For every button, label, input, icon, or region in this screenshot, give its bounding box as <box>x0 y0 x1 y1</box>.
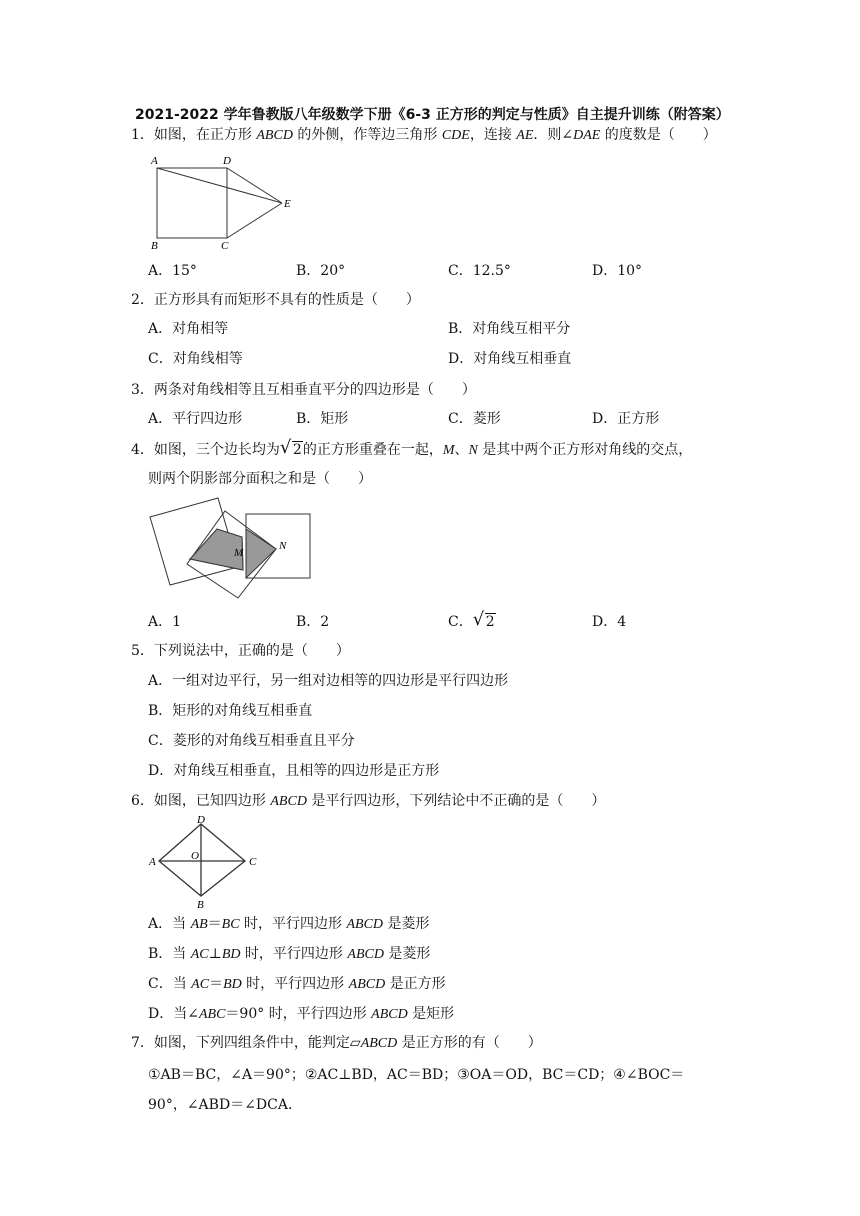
figure-label-n: N <box>279 540 287 552</box>
figure-label-a: A <box>149 856 156 868</box>
q3-option-b: B．矩形 <box>296 411 349 427</box>
document-title: 2021-2022 学年鲁教版八年级数学下册《6-3 正方形的判定与性质》自主提升训练（附答案） <box>135 107 730 123</box>
q4-option-a: A．1 <box>148 614 182 630</box>
question-3-stem: 3．两条对角线相等且互相垂直平分的四边形是（ ） <box>131 382 476 398</box>
question-2-stem: 2．正方形具有而矩形不具有的性质是（ ） <box>131 292 420 308</box>
figure-label-c: C <box>221 240 229 252</box>
figure-label-m: M <box>234 547 244 559</box>
question-5-stem: 5．下列说法中，正确的是（ ） <box>131 643 350 659</box>
q1-option-b: B．20° <box>296 263 346 279</box>
q3-option-c: C．菱形 <box>448 411 501 427</box>
question-4-stem-line1: 4．如图，三个边长均为 √ 2的正方形重叠在一起，M、N 是其中两个正方形对角线的交点， <box>131 435 741 466</box>
figure-label-a: A <box>151 155 158 167</box>
question-4-figure <box>145 494 320 604</box>
question-7-conditions-line2: 90°，∠ABD＝∠DCA． <box>148 1097 302 1113</box>
figure-label-d: D <box>223 155 231 167</box>
q5-option-c: C．菱形的对角线互相垂直且平分 <box>148 733 355 749</box>
q4-option-b: B．2 <box>296 614 330 630</box>
question-6-stem: 6．如图，已知四边形 ABCD 是平行四边形，下列结论中不正确的是（ ） <box>131 793 606 809</box>
q2-option-b: B．对角线互相平分 <box>448 321 571 337</box>
q6-option-d: D．当∠ABC＝90° 时，平行四边形 ABCD 是矩形 <box>148 1006 455 1022</box>
question-7-stem: 7．如图，下列四组条件中，能判定▱ABCD 是正方形的有（ ） <box>131 1035 542 1051</box>
question-4-stem-line2: 则两个阴影部分面积之和是（ ） <box>148 471 372 487</box>
figure-label-b: B <box>197 899 204 911</box>
q3-option-a: A．平行四边形 <box>148 411 243 427</box>
sqrt-symbol: √ 2 <box>279 437 302 458</box>
question-7-conditions-line1: ①AB＝BC，∠A＝90°；②AC⊥BD，AC＝BD；③OA＝OD，BC＝CD；④∠BOC＝ <box>148 1067 685 1083</box>
q1-option-a: A．15° <box>148 263 197 279</box>
question-6-figure <box>145 814 270 911</box>
q6-option-a: A．当 AB＝BC 时，平行四边形 ABCD 是菱形 <box>148 916 430 932</box>
q1-option-c: C．12.5° <box>448 263 511 279</box>
q6-option-b: B．当 AC⊥BD 时，平行四边形 ABCD 是菱形 <box>148 946 431 962</box>
q3-option-d: D．正方形 <box>592 411 660 427</box>
q5-option-a: A．一组对边平行，另一组对边相等的四边形是平行四边形 <box>148 673 509 689</box>
question-1-figure <box>145 152 305 252</box>
q2-option-a: A．对角相等 <box>148 321 229 337</box>
q2-option-d: D．对角线互相垂直 <box>448 351 572 367</box>
q1-option-d: D．10° <box>592 263 643 279</box>
q2-option-c: C．对角线相等 <box>148 351 243 367</box>
sqrt-symbol: √ 2 <box>472 609 495 630</box>
figure-label-d: D <box>197 814 205 826</box>
question-1-stem: 1．如图，在正方形 ABCD 的外侧，作等边三角形 CDE，连接 AE．则∠DAE 的度数是（ ） <box>131 127 717 143</box>
figure-label-c: C <box>249 856 257 868</box>
q6-option-c: C．当 AC＝BD 时，平行四边形 ABCD 是正方形 <box>148 976 446 992</box>
figure-label-o: O <box>191 850 199 862</box>
q5-option-b: B．矩形的对角线互相垂直 <box>148 703 313 719</box>
figure-label-e: E <box>284 198 291 210</box>
figure-label-b: B <box>151 240 158 252</box>
q4-option-d: D．4 <box>592 614 627 630</box>
q4-option-c: C． √ 2 <box>448 611 496 633</box>
q5-option-d: D．对角线互相垂直，且相等的四边形是正方形 <box>148 763 440 779</box>
